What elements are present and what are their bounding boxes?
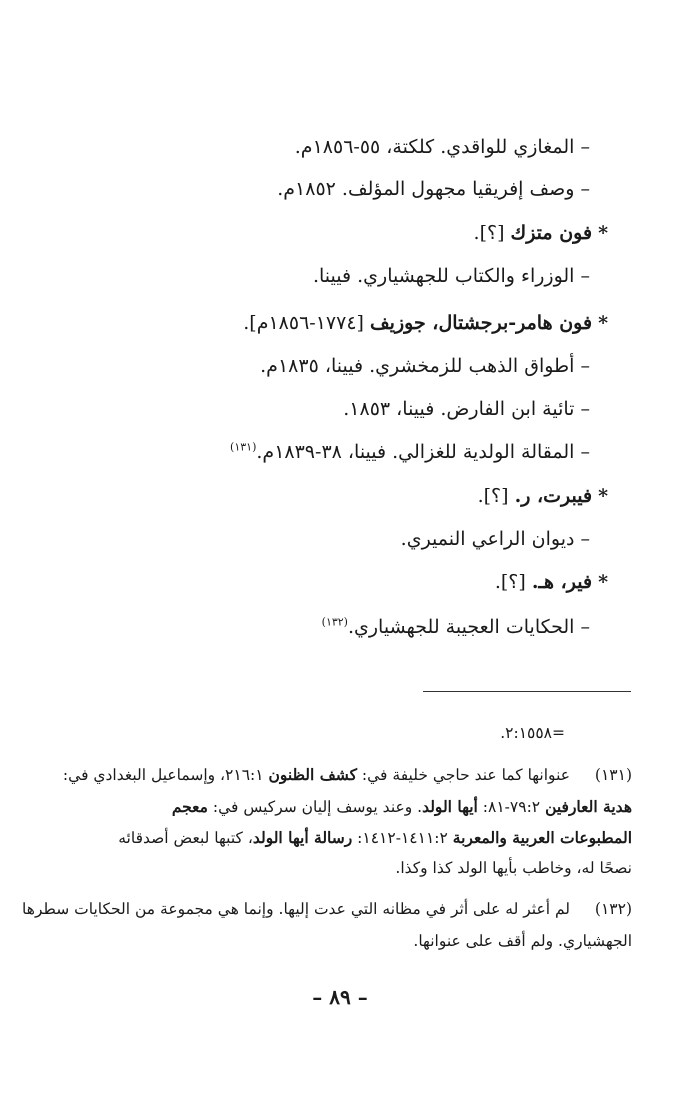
author-entry [243, 308, 608, 338]
item-text: المغازي للواقدي. كلكتة، ٥٥-١٨٥٦م. [294, 136, 575, 158]
asterisk-icon: * [598, 571, 608, 593]
dash: – [580, 178, 590, 200]
author-entry [495, 567, 608, 597]
cited-title: هدية العارفين [545, 797, 632, 816]
footnote-text: لم أعثر له على أثر في مظانه التي عدت إليها. وإنما هي مجموعة من الحكايات سطرها [22, 900, 570, 918]
list-item [322, 612, 590, 642]
dash: – [580, 398, 590, 420]
footnote-span: عنوانها كما عند حاجي خليفة في: [356, 766, 570, 784]
cited-title: المطبوعات العربية والمعربة [452, 828, 632, 847]
footnote-text [63, 760, 570, 790]
footnote-text: نصحًا له، وخاطب بأيها الولد كذا وكذا. [395, 859, 632, 877]
item-text: تائية ابن الفارض. فيينا، ١٨٥٣. [343, 398, 575, 420]
footnote-ref: (١٣١) [230, 440, 257, 454]
author-name: فيبرت، ر. [514, 485, 593, 507]
list-item [277, 174, 590, 204]
list-item [343, 394, 590, 424]
page-number: – ٨٩ – [312, 985, 368, 1009]
author-name: فون متزك [510, 222, 593, 244]
asterisk-icon: * [598, 312, 608, 334]
author-dates: [؟]. [494, 571, 532, 593]
list-item [295, 132, 590, 162]
author-dates: [؟]. [477, 485, 515, 507]
footnote-carryover: =٢:١٥٥٨. [500, 724, 565, 742]
dash: – [580, 528, 590, 550]
footnote-span: . وعند يوسف إليان سركيس في: [207, 798, 423, 816]
footnote-ref: (١٣٢) [321, 615, 348, 629]
author-name: فير، هـ. [531, 571, 593, 593]
cited-title: معجم [171, 797, 208, 816]
footnote-span: ، كتبها لبعض أصدقائه [118, 829, 253, 847]
item-text: ديوان الراعي النميري. [400, 528, 575, 550]
list-item [313, 261, 590, 291]
footnote-span: ٢١٦:١، وإسماعيل البغدادي في: [62, 766, 269, 784]
author-entry [474, 218, 608, 248]
footnote-number: (١٣١) [594, 766, 632, 784]
list-item [260, 351, 590, 381]
footnote-text [172, 792, 632, 822]
dash: – [580, 355, 590, 377]
dash: – [580, 265, 590, 287]
footnote-span: ١٤١١:٢-١٤١٢: [352, 829, 453, 847]
list-item [230, 437, 590, 467]
item-text: الوزراء والكتاب للجهشياري. فيينا. [312, 265, 575, 287]
item-text: أطواق الذهب للزمخشري. فيينا، ١٨٣٥م. [260, 355, 575, 377]
dash: – [580, 616, 590, 638]
footnote-text: الجهشياري. ولم أقف على عنوانها. [413, 932, 632, 950]
cited-title: أيها الولد [422, 797, 478, 816]
cited-title: كشف الظنون [268, 765, 357, 784]
footnote-text [118, 823, 632, 853]
item-text: الحكايات العجيبة للجهشياري. [347, 616, 575, 638]
dash: – [580, 441, 590, 463]
cited-title: رسالة أيها الولد [252, 828, 353, 847]
item-text: وصف إفريقيا مجهول المؤلف. ١٨٥٢م. [277, 178, 575, 200]
footnote-span: ٧٩:٢-٨١: [477, 798, 546, 816]
item-text: المقالة الولدية للغزالي. فيينا، ٣٨-١٨٣٩م. [256, 441, 575, 463]
author-dates: [١٧٧٤-١٨٥٦م]. [243, 312, 370, 334]
author-entry [478, 481, 608, 511]
author-name: فون هامر-برجشتال، جوزيف [370, 312, 593, 334]
list-item [401, 524, 590, 554]
footnote-number: (١٣٢) [594, 900, 632, 918]
asterisk-icon: * [598, 485, 608, 507]
asterisk-icon: * [598, 222, 608, 244]
footnote-divider [423, 691, 631, 692]
author-dates: [؟]. [473, 222, 511, 244]
dash: – [580, 136, 590, 158]
